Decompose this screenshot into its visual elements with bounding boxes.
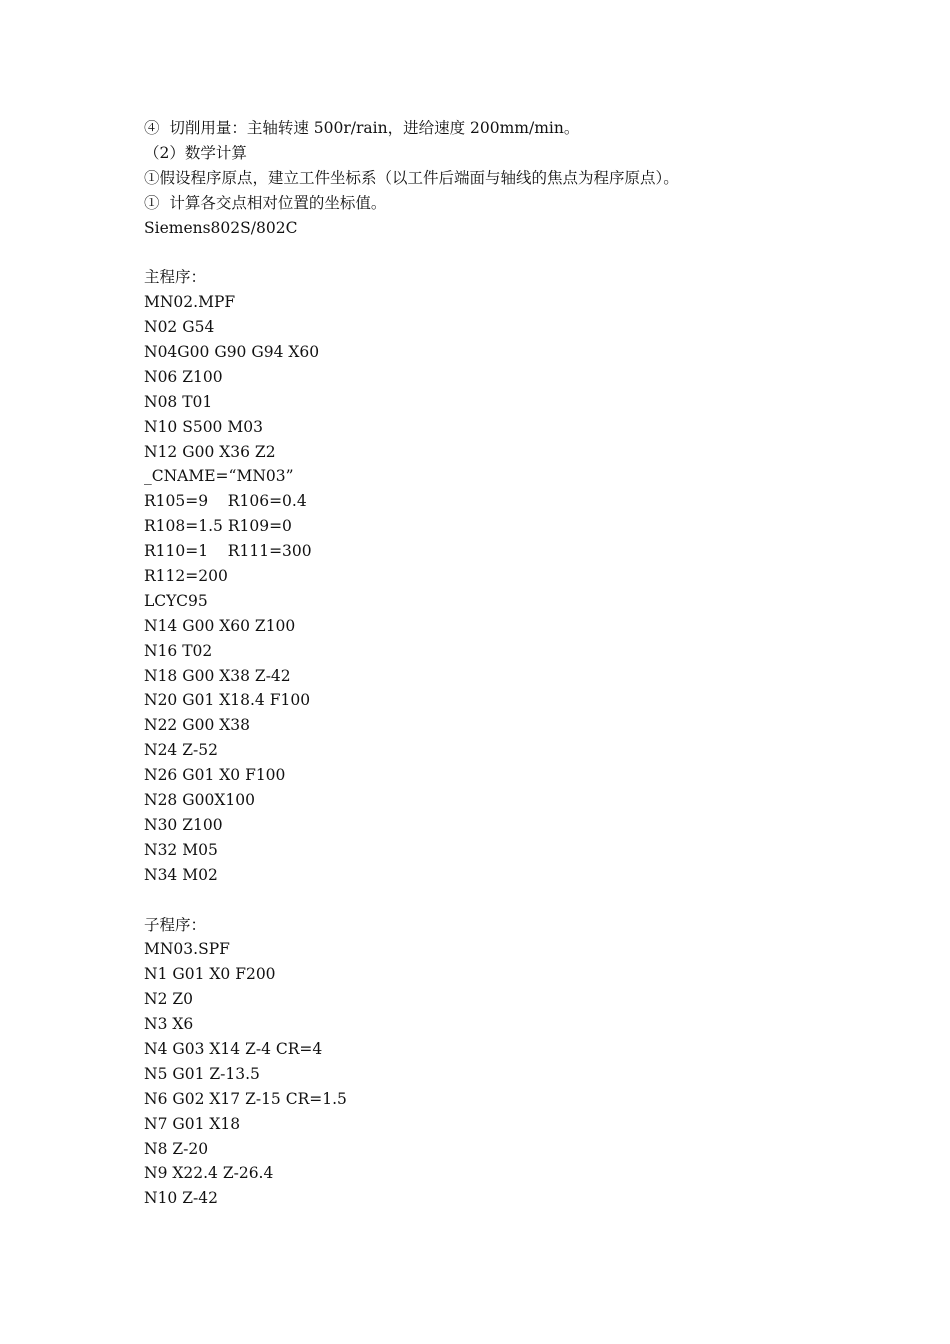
main-program-heading: 主程序： <box>144 268 207 287</box>
code-line: N8 Z-20 <box>144 1139 209 1158</box>
code-line: N20 G01 X18.4 F100 <box>144 691 311 710</box>
code-line: MN02.MPF <box>144 293 236 312</box>
document-body <box>144 116 844 1211</box>
code-line: N14 G00 X60 Z100 <box>144 616 296 635</box>
code-line: N10 Z-42 <box>144 1189 218 1208</box>
code-line: _CNAME=“MN03” <box>144 467 294 486</box>
code-line: MN03.SPF <box>144 940 230 959</box>
code-line: N26 G01 X0 F100 <box>144 766 286 785</box>
code-line: R105=9 R106=0.4 <box>144 492 307 511</box>
code-line: N9 X22.4 Z-26.4 <box>144 1164 274 1183</box>
code-line: N22 G00 X38 <box>144 716 251 735</box>
code-line: LCYC95 <box>144 591 208 610</box>
code-line: N02 G54 <box>144 318 215 337</box>
code-line: N1 G01 X0 F200 <box>144 965 276 984</box>
code-line: N2 Z0 <box>144 990 193 1009</box>
code-line: N4 G03 X14 Z-4 CR=4 <box>144 1039 323 1058</box>
code-line: N5 G01 Z-13.5 <box>144 1064 260 1083</box>
math-calculation-heading: （2）数学计算 <box>144 143 247 162</box>
code-line: R112=200 <box>144 567 228 586</box>
program-origin-step: ①假设程序原点，建立工件坐标系（以工件后端面与轴线的焦点为程序原点）。 <box>144 168 679 187</box>
controller-model: Siemens802S/802C <box>144 218 298 237</box>
code-line: N28 G00X100 <box>144 791 255 810</box>
sub-program-heading: 子程序： <box>144 915 207 934</box>
code-line: R108=1.5 R109=0 <box>144 517 292 536</box>
code-line: N6 G02 X17 Z-15 CR=1.5 <box>144 1089 347 1108</box>
code-line: N7 G01 X18 <box>144 1114 241 1133</box>
code-line: N10 S500 M03 <box>144 417 263 436</box>
code-line: R110=1 R111=300 <box>144 542 312 561</box>
code-line: N3 X6 <box>144 1015 194 1034</box>
code-line: N08 T01 <box>144 392 213 411</box>
code-line: N32 M05 <box>144 840 218 859</box>
code-line: N16 T02 <box>144 641 213 660</box>
cutting-parameters-line: ④ 切削用量：主轴转速 500r/rain，进给速度 200mm/min。 <box>144 119 580 137</box>
code-line: N24 Z-52 <box>144 741 218 760</box>
coordinate-calc-step: ① 计算各交点相对位置的坐标值。 <box>144 193 387 212</box>
code-line: N34 M02 <box>144 865 218 884</box>
code-line: N12 G00 X36 Z2 <box>144 442 276 461</box>
code-line: N18 G00 X38 Z-42 <box>144 666 291 685</box>
code-line: N06 Z100 <box>144 367 223 386</box>
code-line: N30 Z100 <box>144 815 223 834</box>
code-line: N04G00 G90 G94 X60 <box>144 343 320 362</box>
spacer <box>144 888 844 913</box>
spacer <box>144 240 844 265</box>
